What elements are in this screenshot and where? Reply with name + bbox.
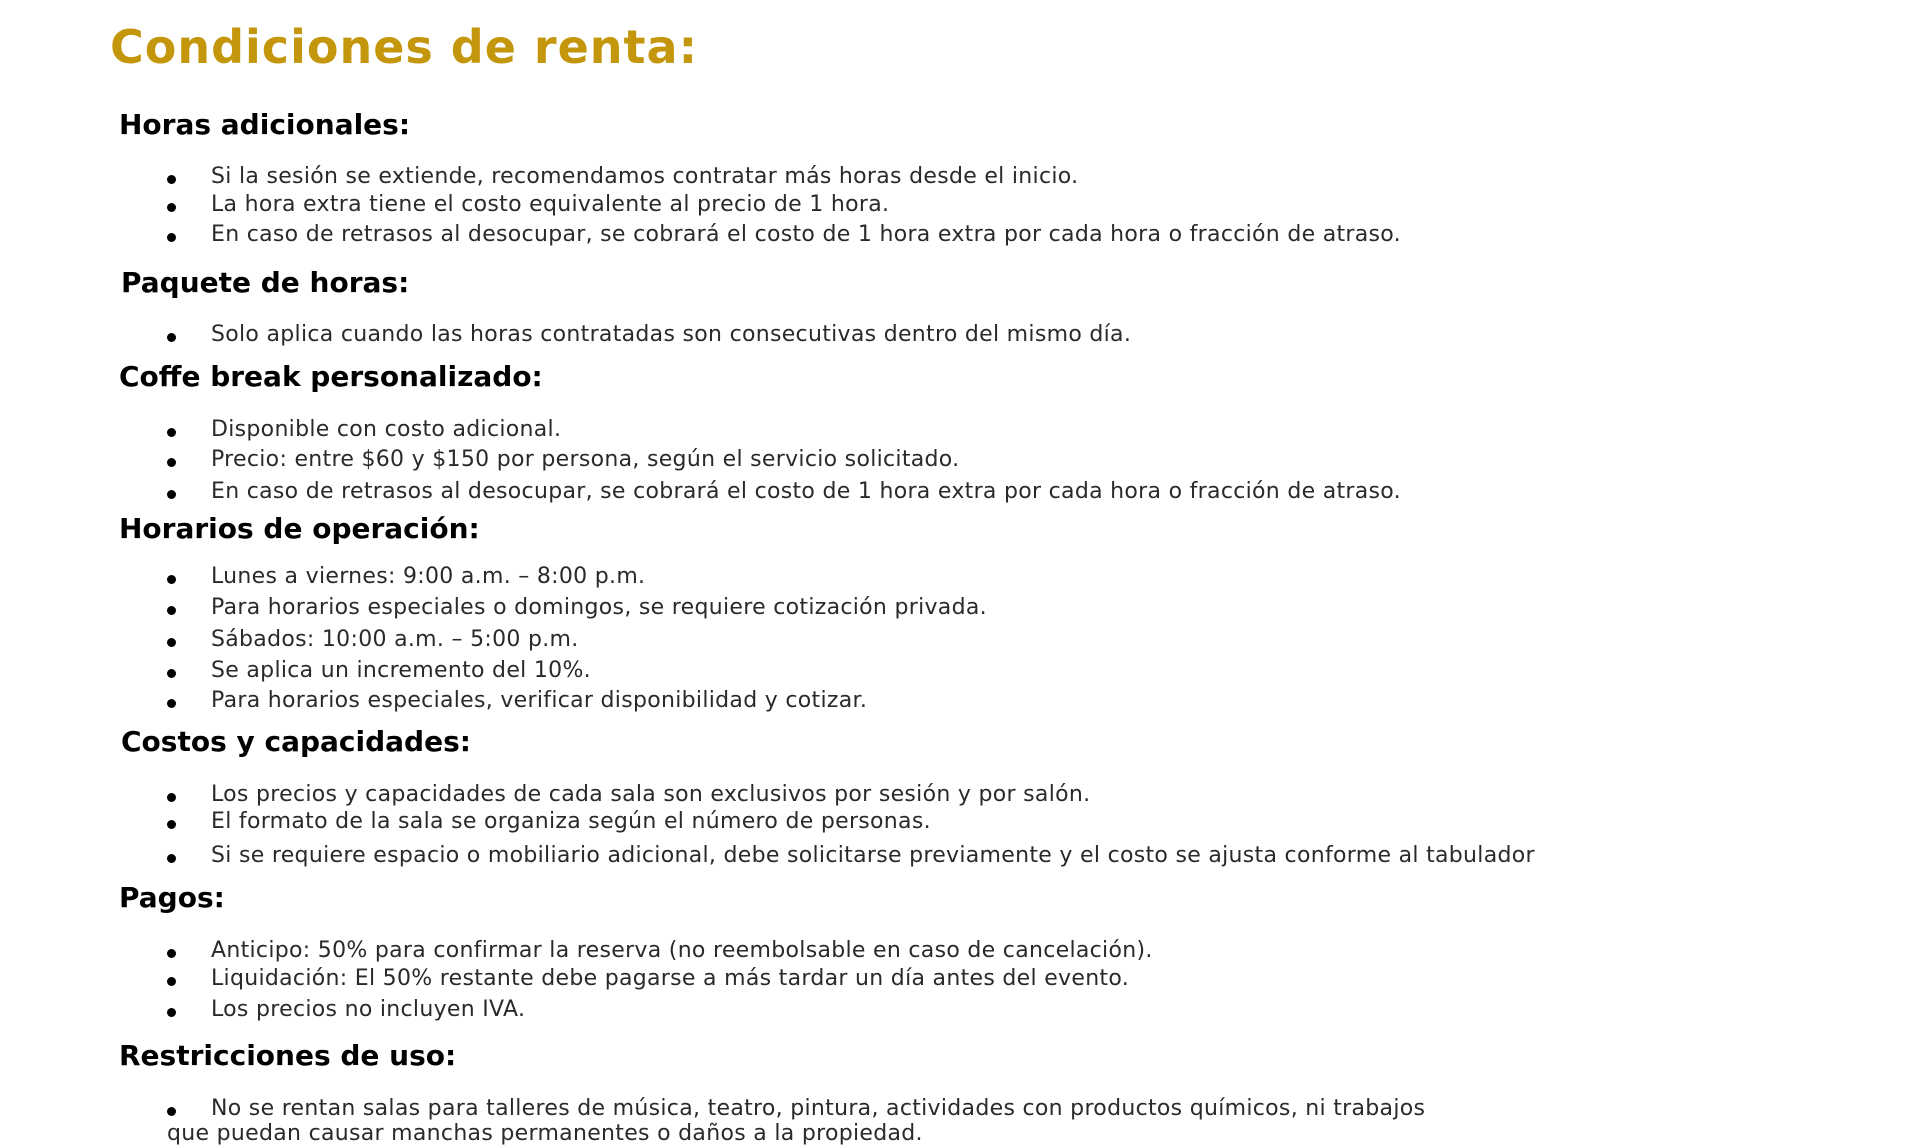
bullet-icon — [167, 606, 176, 615]
bullet-icon — [167, 458, 176, 467]
section-heading: Pagos: — [119, 881, 225, 914]
section-heading: Costos y capacidades: — [121, 725, 471, 758]
section-heading: Horarios de operación: — [119, 512, 480, 545]
bullet-icon — [167, 575, 176, 584]
bullet-icon — [167, 1008, 176, 1017]
bullet-icon — [167, 203, 176, 212]
bullet-icon — [167, 820, 176, 829]
list-item-text: En caso de retrasos al desocupar, se cobrará el costo de 1 hora extra por cada hora o fracción de atraso. — [211, 479, 1401, 504]
page-title: Condiciones de renta: — [110, 20, 698, 74]
bullet-icon — [167, 1107, 176, 1116]
bullet-icon — [167, 428, 176, 437]
list-item-text: No se rentan salas para talleres de música, teatro, pintura, actividades con productos químicos, ni trabajos — [211, 1096, 1426, 1121]
bullet-icon — [167, 233, 176, 242]
list-item-text: Precio: entre $60 y $150 por persona, según el servicio solicitado. — [211, 447, 960, 472]
list-item-text: El formato de la sala se organiza según el número de personas. — [211, 809, 931, 834]
bullet-icon — [167, 949, 176, 958]
bullet-icon — [167, 977, 176, 986]
list-item-text: Solo aplica cuando las horas contratadas son consecutivas dentro del mismo día. — [211, 322, 1132, 347]
list-item-text: Lunes a viernes: 9:00 a.m. – 8:00 p.m. — [211, 564, 646, 589]
list-item-text: Si la sesión se extiende, recomendamos contratar más horas desde el inicio. — [211, 164, 1079, 189]
bullet-icon — [167, 854, 176, 863]
bullet-icon — [167, 175, 176, 184]
list-item-text: Disponible con costo adicional. — [211, 417, 562, 442]
list-item-text: Liquidación: El 50% restante debe pagarse a más tardar un día antes del evento. — [211, 966, 1130, 991]
section-heading: Horas adicionales: — [119, 108, 411, 141]
bullet-icon — [167, 669, 176, 678]
list-item-continuation: que puedan causar manchas permanentes o daños a la propiedad. — [167, 1121, 923, 1146]
list-item-text: Los precios y capacidades de cada sala son exclusivos por sesión y por salón. — [211, 782, 1091, 807]
bullet-icon — [167, 638, 176, 647]
list-item-text: En caso de retrasos al desocupar, se cobrará el costo de 1 hora extra por cada hora o fracción de atraso. — [211, 222, 1401, 247]
list-item-text: Para horarios especiales, verificar disponibilidad y cotizar. — [211, 688, 868, 713]
list-item-text: Si se requiere espacio o mobiliario adicional, debe solicitarse previamente y el costo se ajusta conforme al tabulador — [211, 843, 1535, 868]
bullet-icon — [167, 793, 176, 802]
list-item-text: Los precios no incluyen IVA. — [211, 997, 526, 1022]
list-item-text: Para horarios especiales o domingos, se requiere cotización privada. — [211, 595, 987, 620]
section-heading: Restricciones de uso: — [119, 1039, 457, 1072]
section-heading: Coffe break personalizado: — [119, 360, 543, 393]
list-item-text: Se aplica un incremento del 10%. — [211, 658, 591, 683]
bullet-icon — [167, 699, 176, 708]
list-item-text: Anticipo: 50% para confirmar la reserva (no reembolsable en caso de cancelación). — [211, 938, 1153, 963]
list-item-text: La hora extra tiene el costo equivalente al precio de 1 hora. — [211, 192, 890, 217]
list-item-text: Sábados: 10:00 a.m. – 5:00 p.m. — [211, 627, 579, 652]
bullet-icon — [167, 333, 176, 342]
section-heading: Paquete de horas: — [121, 266, 410, 299]
bullet-icon — [167, 490, 176, 499]
